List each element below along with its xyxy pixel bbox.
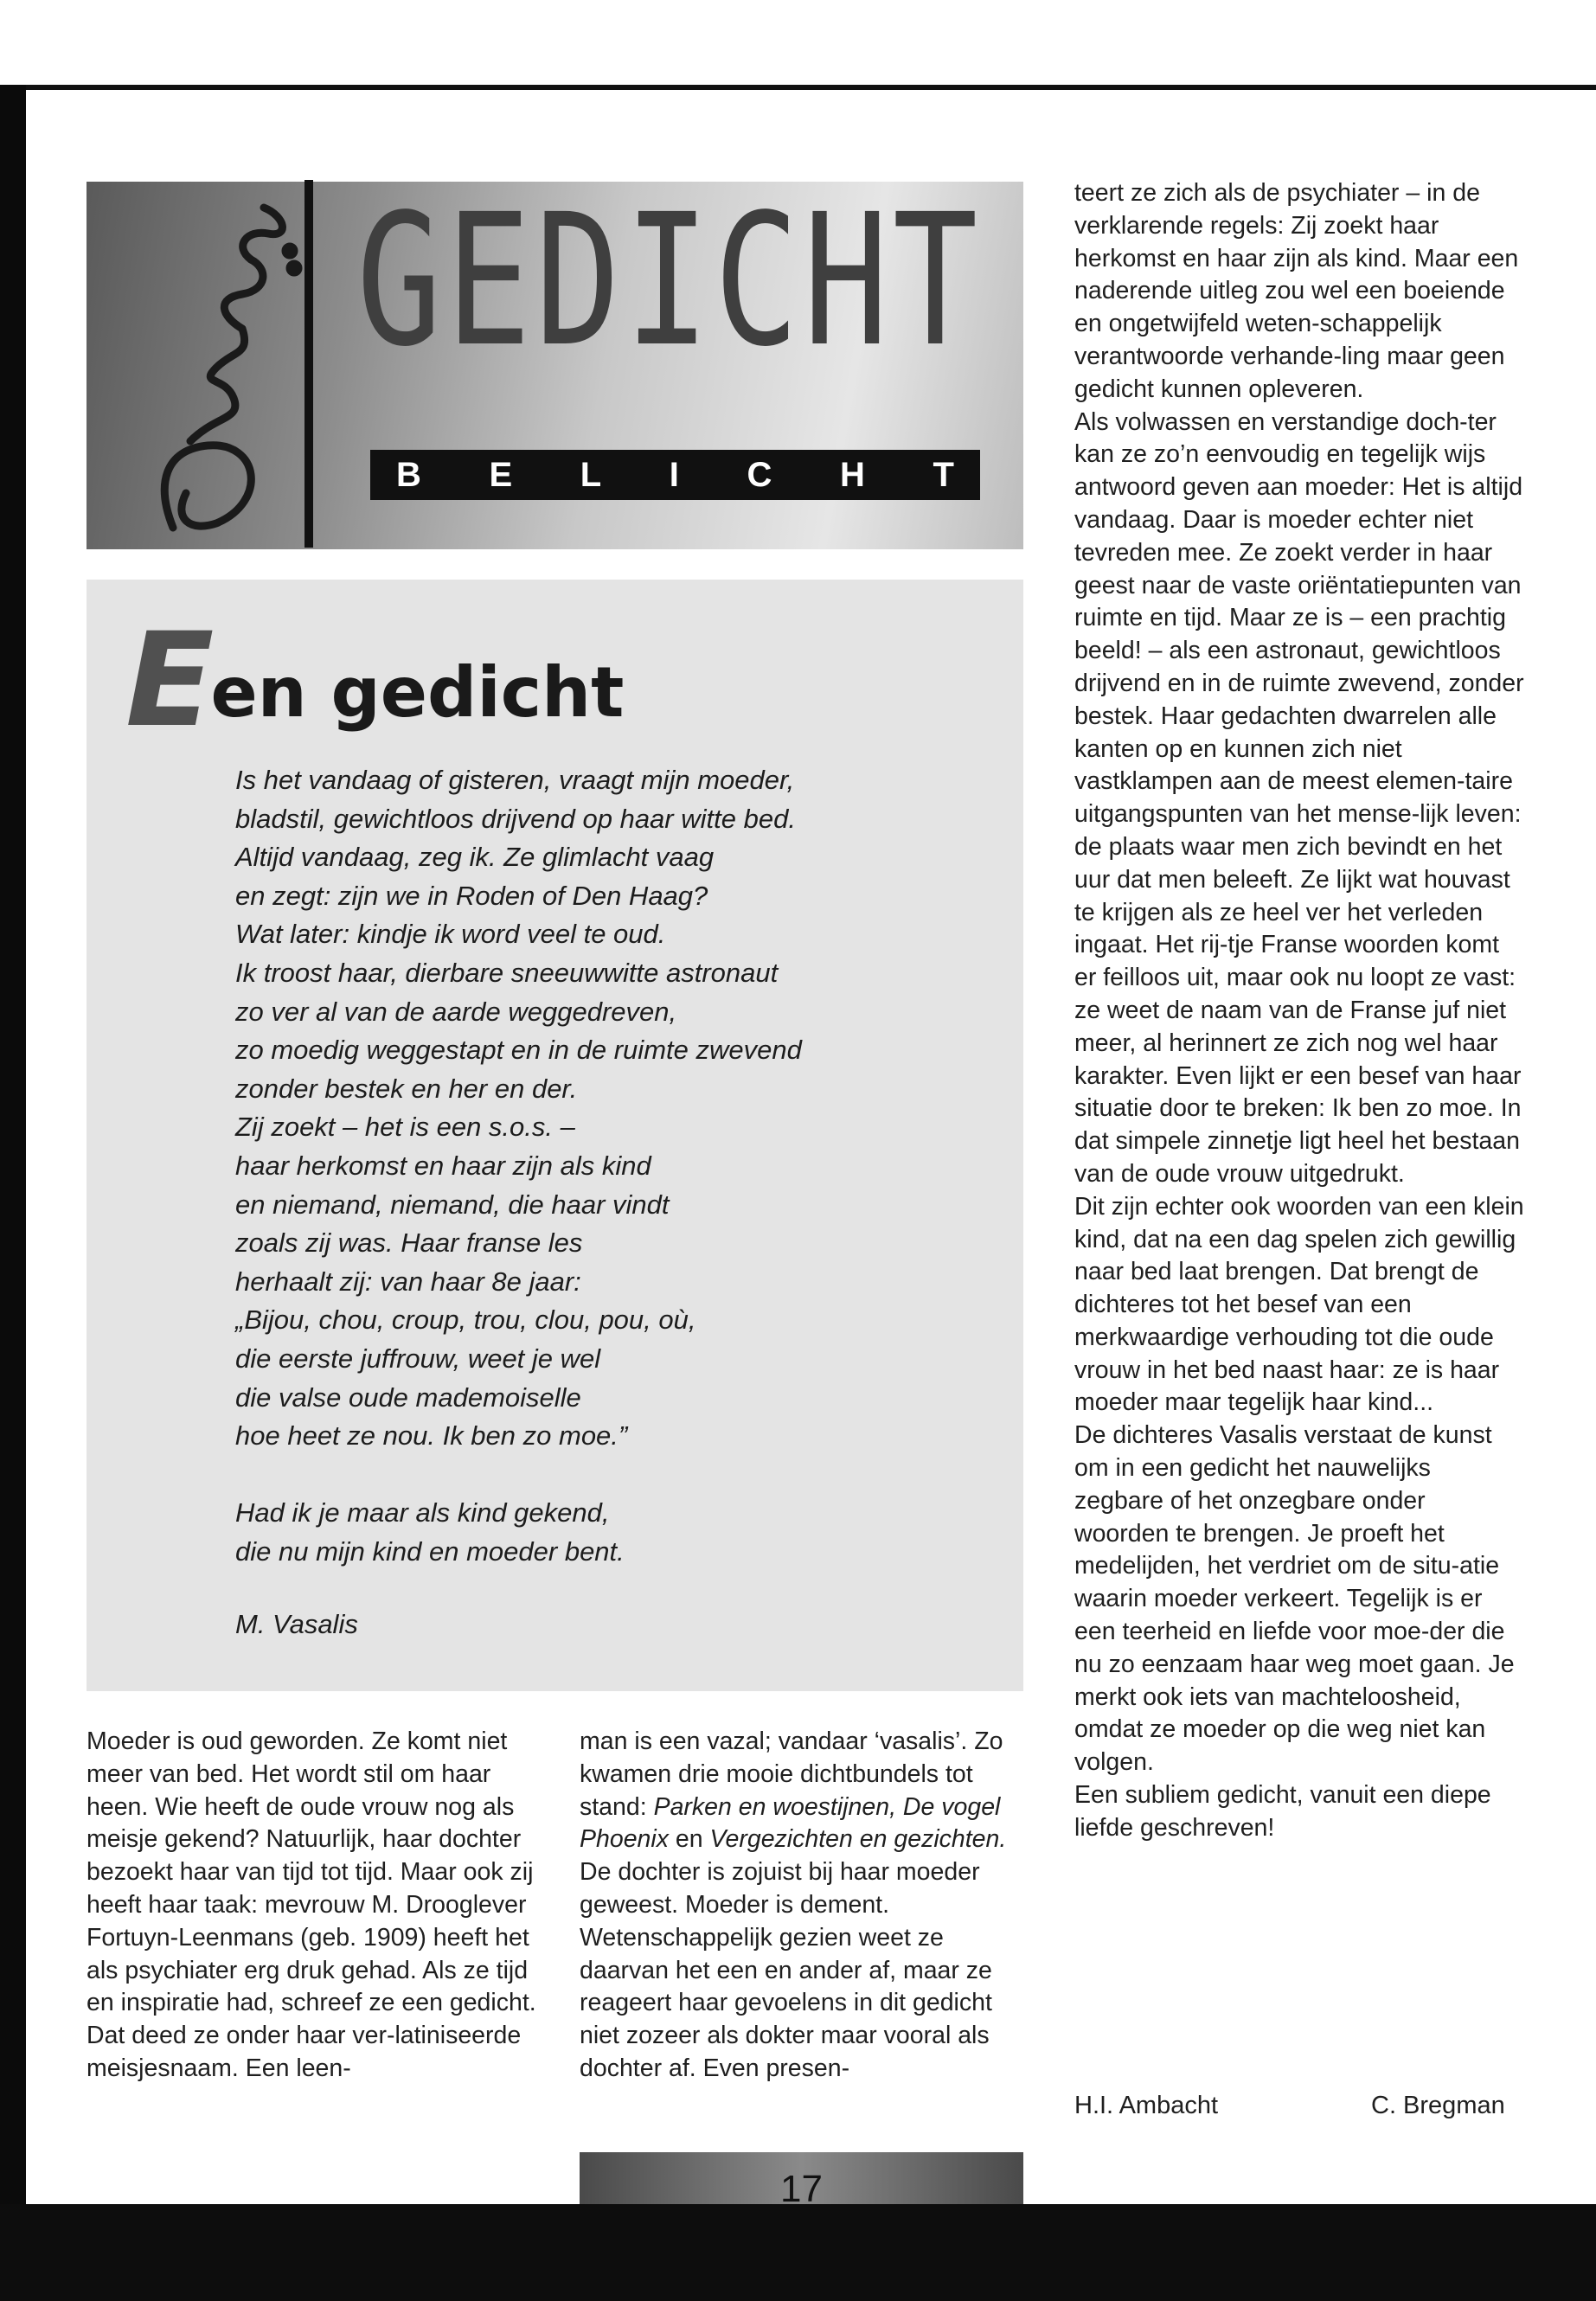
subtitle-letter: E [489, 455, 513, 494]
article-column-3 [1074, 177, 1524, 1845]
poem-line: en niemand, niemand, die haar vindt [235, 1189, 670, 1220]
scan-left-edge [0, 85, 26, 2208]
subtitle-letter: B [396, 455, 421, 494]
poem-title-text: en gedicht [210, 652, 625, 733]
poem-title [125, 606, 624, 756]
paragraph [580, 1726, 1029, 1856]
subtitle-letter: T [933, 455, 954, 494]
paragraph: teert ze zich als de psychiater – in de verklarende regels: Zij zoekt haar herkomst en haar zijn als kind. Maar een naderende uitleg zou wel een boeiende en ongetwijfeld weten-schappelijk verantwoorde verhande-ling maar geen gedicht kunnen opleveren. [1074, 179, 1519, 403]
drop-cap: E [125, 606, 215, 756]
signature-logo [138, 199, 346, 536]
page-number-box [580, 2152, 1023, 2204]
section-subtitle [370, 450, 980, 500]
poem-line: die valse oude mademoiselle [235, 1381, 581, 1413]
poem-line: die nu mijn kind en moeder bent. [235, 1535, 625, 1567]
subtitle-letter: H [840, 455, 865, 494]
poem-line: Is het vandaag of gisteren, vraagt mijn moeder, [235, 765, 795, 795]
signature-left: H.I. Ambacht [1074, 2092, 1219, 2119]
poem-line: hoe heet ze nou. Ik ben zo moe.” [235, 1420, 628, 1452]
poem-line: Zij zoekt – het is een s.o.s. – [235, 1112, 575, 1143]
paragraph: Dit zijn echter ook woorden van een klein kind, dat na een dag spelen zich gewillig naar bed laat brengen. Dat brengt de dichteres tot het besef van een merkwaardige verhouding tot die oude vrouw in het bed naast haar: ze is haar moeder maar tegelijk haar kind... [1074, 1192, 1524, 1417]
poem-line: haar herkomst en haar zijn als kind [235, 1150, 651, 1181]
book-title: Parken en woestijnen, De vogel Phoenix [580, 1792, 1001, 1854]
text: en [669, 1825, 710, 1854]
poem-line: die eerste juffrouw, weet je wel [235, 1343, 601, 1374]
poem-line: Altijd vandaag, zeg ik. Ze glimlacht vaag [235, 842, 715, 873]
poem-line: Ik troost haar, dierbare sneeuwwitte astronaut [235, 957, 779, 988]
paragraph: De dochter is zojuist bij haar moeder geweest. Moeder is dement. Wetenschappelijk gezien weet ze daarvan het een en ander af, maar ze reageert haar gevoelens in dit gedicht niet zozeer als dokter maar vooral als dochter af. Even presen- [580, 1858, 992, 2082]
poem-line: zo moedig weggestapt en in de ruimte zwevend [235, 1035, 802, 1066]
poem-line: zonder bestek en her en der. [235, 1073, 578, 1104]
poem-line [235, 1456, 997, 1495]
paragraph: De dichteres Vasalis verstaat de kunst om in een gedicht het nauwelijks zegbare of het onzegbare onder woorden te brengen. Je proeft het medelijden, het verdriet om de situ-atie waarin moeder verkeert. Tegelijk is er een teerheid en liefde voor moe-der die nu zo eenzaam haar weg moet gaan. Je merkt ook iets van machteloosheid, omdat ze moeder op die weg niet kan volgen. [1074, 1421, 1515, 1777]
subtitle-letter: L [580, 455, 602, 494]
poem-line: Had ik je maar als kind gekend, [235, 1497, 610, 1529]
poem-line: Wat later: kindje ik word veel te oud. [235, 919, 666, 950]
poem-line: bladstil, gewichtloos drijvend op haar witte bed. [235, 803, 796, 834]
poem-body [235, 761, 997, 1571]
book-title: Vergezichten en gezichten. [709, 1825, 1007, 1854]
text: man is een vazal; vandaar ‘vasalis’. Zo kwamen drie mooie dichtbundels tot stand: [580, 1727, 1003, 1821]
top-margin [0, 0, 1596, 87]
subtitle-letter: C [747, 455, 772, 494]
article-column-1 [87, 1726, 536, 2086]
scan-bottom-edge [0, 2204, 1596, 2301]
poem-line: zo ver al van de aarde weggedreven, [235, 996, 677, 1027]
poem-line: en zegt: zijn we in Roden of Den Haag? [235, 880, 708, 911]
poem-line: „Bijou, chou, croup, trou, clou, pou, où, [235, 1304, 696, 1336]
banner-divider [304, 180, 313, 548]
poem-author: M. Vasalis [235, 1609, 358, 1639]
paragraph: Als volwassen en verstandige doch-ter kan ze zo’n eenvoudig en tegelijk wijs antwoord geven aan moeder: Het is altijd vandaag. Daar is moeder echter niet tevreden mee. Ze zoekt verder in haar geest naar de vaste oriëntatiepunten van ruimte en tijd. Maar ze is – een prachtig beeld! – als een astronaut, gewichtloos drijvend en in de ruimte zwevend, zonder bestek. Haar gedachten dwarrelen alle kanten op en kunnen zich niet vastklampen aan de meest elemen-taire uitgangspunten van het mense-lijk leven: de plaats waar men zich bevindt en het uur dat men beleeft. Ze lijkt wat houvast te krijgen als ze heel ver het verleden ingaat. Het rij-tje Franse woorden komt er feilloos uit, maar ook nu loopt ze vast: ze weet de naam van de Franse juf niet meer, al herinnert ze zich nog wel haar karakter. Even lijkt er een besef van haar situatie door te breken: Ik ben zo moe. In dat simpele zinnetje ligt heel het bestaan van de oude vrouw uitgedrukt. [1074, 407, 1524, 1188]
section-title: GEDICHT [356, 175, 983, 387]
article-column-2 [580, 1726, 1029, 2086]
paragraph: Moeder is oud geworden. Ze komt niet meer van bed. Het wordt stil om haar heen. Wie heeft de oude vrouw nog als meisje gekend? Natuurlijk, haar dochter bezoekt haar van tijd tot tijd. Maar ook zij heeft haar taak: mevrouw M. Drooglever Fortuyn-Leenmans (geb. 1909) heeft het als psychiater erg druk gehad. Als ze tijd en inspiratie had, schreef ze een gedicht. Dat deed ze onder haar ver-latiniseerde meisjesnaam. Een leen- [87, 1727, 536, 2082]
poem-line: zoals zij was. Haar franse les [235, 1227, 583, 1259]
poem-line: herhaalt zij: van haar 8e jaar: [235, 1266, 581, 1297]
subtitle-letter: I [669, 455, 679, 494]
signature-right: C. Bregman [1371, 2092, 1505, 2119]
paragraph: Een subliem gedicht, vanuit een diepe liefde geschreven! [1074, 1781, 1491, 1842]
page-number: 17 [780, 2168, 823, 2204]
